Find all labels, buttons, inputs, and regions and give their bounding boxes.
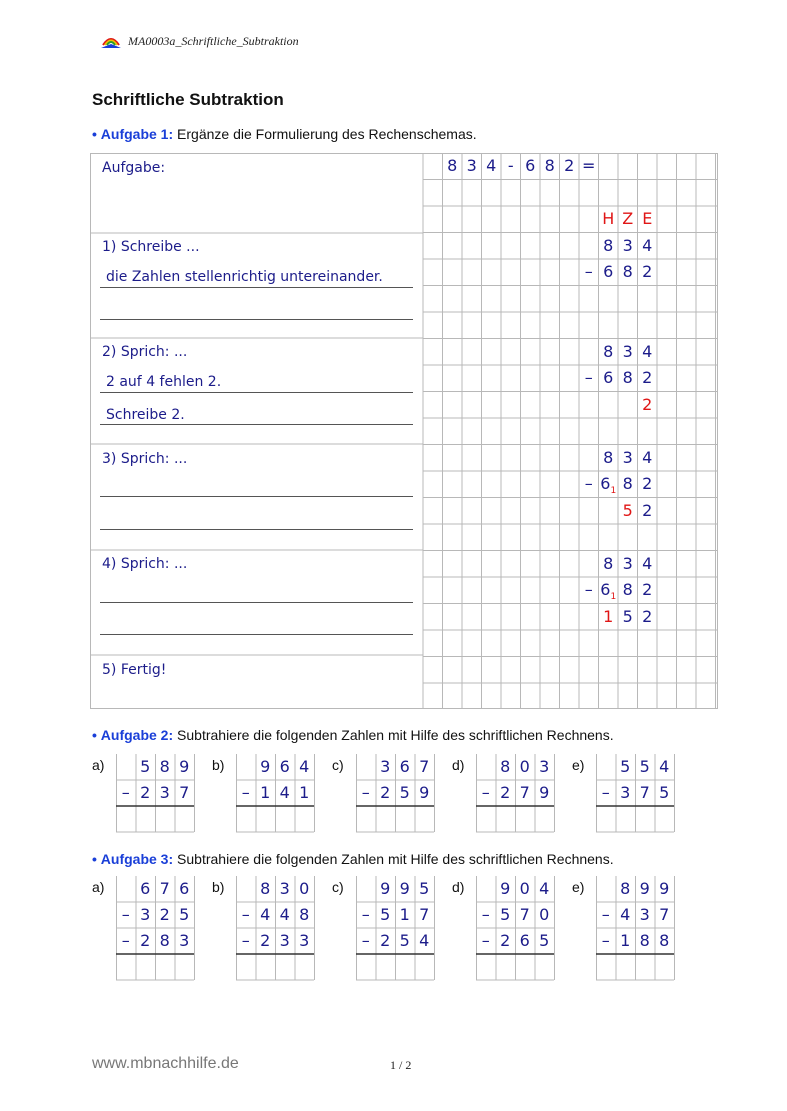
minus-sign: – xyxy=(361,931,370,950)
digit-cell: 0 xyxy=(519,757,530,776)
answer-cell[interactable] xyxy=(395,954,415,980)
subtrahend-digit: 8 xyxy=(622,474,633,493)
digit-cell: 7 xyxy=(419,757,430,776)
digit-cell: 6 xyxy=(279,757,290,776)
answer-cell[interactable] xyxy=(155,954,175,980)
digit-cell: 3 xyxy=(279,931,290,950)
result-digit: 2 xyxy=(642,394,653,414)
carry-digit: 1 xyxy=(610,486,617,496)
subtrahend-digit: 2 xyxy=(642,474,653,493)
answer-cell[interactable] xyxy=(616,954,636,980)
step5-heading: 5) Fertig! xyxy=(102,662,167,678)
minus-sign: – xyxy=(121,931,130,950)
minuend-digit: 3 xyxy=(622,235,633,255)
problem-label: c) xyxy=(332,757,344,773)
place-value-header: H xyxy=(602,209,615,228)
equation-symbol: 4 xyxy=(486,156,497,175)
digit-cell: 4 xyxy=(279,783,290,802)
subtrahend-digit: 8 xyxy=(622,262,633,281)
digit-cell: 5 xyxy=(399,783,410,802)
document-header xyxy=(100,34,299,49)
digit-cell: 5 xyxy=(639,757,650,776)
subtrahend-digit: $6_1$ xyxy=(600,474,617,496)
digit-cell: 6 xyxy=(519,931,530,950)
digit-cell: 2 xyxy=(140,783,151,802)
subtrahend-digit: 6 xyxy=(603,368,614,387)
digit-cell: 4 xyxy=(419,931,430,950)
digit-cell: 3 xyxy=(140,905,151,924)
digit-cell: 9 xyxy=(179,757,190,776)
digit-cell: 8 xyxy=(659,931,670,950)
digit-cell: 4 xyxy=(620,905,631,924)
subtrahend-digit: 6 xyxy=(603,262,614,281)
step2-answer-line2: Schreibe 2. xyxy=(106,407,185,423)
page-title: Schriftliche Subtraktion xyxy=(92,90,284,109)
digit-cell: 4 xyxy=(299,757,310,776)
step2-answer-line1: 2 auf 4 fehlen 2. xyxy=(106,374,222,390)
bullet: • xyxy=(92,727,97,743)
digit-cell: 5 xyxy=(140,757,151,776)
digit-cell: 7 xyxy=(659,905,670,924)
answer-cell[interactable] xyxy=(116,806,136,832)
bullet: • xyxy=(92,851,97,867)
digit-cell: 9 xyxy=(659,879,670,898)
minus-sign: – xyxy=(121,783,130,802)
result-digit: 2 xyxy=(642,500,653,520)
digit-cell: 9 xyxy=(419,783,430,802)
minus-sign: – xyxy=(584,368,593,387)
answer-cell[interactable] xyxy=(476,806,496,832)
minuend-digit: 3 xyxy=(622,553,633,573)
digit-cell: 9 xyxy=(639,879,650,898)
digit-cell: 9 xyxy=(399,879,410,898)
place-value-header: Z xyxy=(622,209,634,228)
task1-calculation-cells xyxy=(90,153,718,709)
digit-cell: 5 xyxy=(380,905,391,924)
answer-cell[interactable] xyxy=(275,954,295,980)
digit-cell: 9 xyxy=(380,879,391,898)
subtrahend-digit: 2 xyxy=(642,368,653,387)
digit-cell: 0 xyxy=(299,879,310,898)
answer-cell[interactable] xyxy=(136,806,156,832)
minus-sign: – xyxy=(481,783,490,802)
digit-cell: 7 xyxy=(639,783,650,802)
task-instruction: Subtrahiere die folgenden Zahlen mit Hilfe des schriftlichen Rechnens. xyxy=(177,851,614,867)
subtrahend-digit: 8 xyxy=(622,368,633,387)
digit-cell: 5 xyxy=(539,931,550,950)
answer-cell[interactable] xyxy=(236,806,256,832)
digit-cell: 2 xyxy=(380,931,391,950)
answer-cell[interactable] xyxy=(515,806,535,832)
digit-cell: 4 xyxy=(279,905,290,924)
digit-cell: 3 xyxy=(639,905,650,924)
digit-cell: 5 xyxy=(620,757,631,776)
step2-heading: 2) Sprich: ... xyxy=(102,344,188,360)
minus-sign: – xyxy=(584,580,593,599)
task2-problems xyxy=(92,754,702,834)
minus-sign: – xyxy=(241,931,250,950)
answer-cell[interactable] xyxy=(376,954,396,980)
answer-cell[interactable] xyxy=(535,806,555,832)
digit-cell: 1 xyxy=(399,905,410,924)
result-digit: 5 xyxy=(622,606,633,626)
digit-cell: 5 xyxy=(500,905,511,924)
digit-cell: 9 xyxy=(539,783,550,802)
result-digit: 1 xyxy=(603,606,614,626)
digit-cell: 2 xyxy=(159,905,170,924)
digit-cell: 8 xyxy=(639,931,650,950)
task-label: Aufgabe 3: xyxy=(100,851,174,867)
answer-cell[interactable] xyxy=(295,954,315,980)
problem-label: e) xyxy=(572,879,585,895)
footer-url: www.mbnachhilfe.de xyxy=(92,1055,239,1072)
digit-cell: 7 xyxy=(179,783,190,802)
answer-cell[interactable] xyxy=(236,954,256,980)
digit-cell: 8 xyxy=(620,879,631,898)
rainbow-book-icon xyxy=(100,35,122,49)
minuend-digit: 4 xyxy=(642,235,653,255)
digit-cell: 9 xyxy=(260,757,271,776)
task2-heading xyxy=(92,727,614,743)
digit-cell: 8 xyxy=(500,757,511,776)
minuend-digit: 4 xyxy=(642,553,653,573)
answer-cell[interactable] xyxy=(415,806,435,832)
document-id: MA0003a_Schriftliche_Subtraktion xyxy=(128,34,299,48)
digit-cell: 2 xyxy=(500,931,511,950)
digit-cell: 5 xyxy=(659,783,670,802)
answer-cell[interactable] xyxy=(655,954,675,980)
digit-cell: 3 xyxy=(279,879,290,898)
digit-cell: 7 xyxy=(159,879,170,898)
minuend-digit: 8 xyxy=(603,341,614,361)
answer-cell[interactable] xyxy=(295,806,315,832)
minus-sign: – xyxy=(584,262,593,281)
minus-sign: – xyxy=(361,905,370,924)
answer-cell[interactable] xyxy=(175,806,195,832)
task-instruction: Subtrahiere die folgenden Zahlen mit Hilfe des schriftlichen Rechnens. xyxy=(177,727,614,743)
answer-cell[interactable] xyxy=(256,806,276,832)
answer-cell[interactable] xyxy=(155,806,175,832)
task1-worksheet xyxy=(90,153,718,709)
answer-cell[interactable] xyxy=(116,954,136,980)
minus-sign: – xyxy=(481,931,490,950)
aufgabe-label: Aufgabe: xyxy=(102,160,166,176)
digit-cell: 8 xyxy=(260,879,271,898)
answer-cell[interactable] xyxy=(535,954,555,980)
answer-cell[interactable] xyxy=(596,806,616,832)
problem-label: a) xyxy=(92,757,105,773)
answer-cell[interactable] xyxy=(496,954,516,980)
equation-symbol: - xyxy=(507,156,514,175)
answer-cell[interactable] xyxy=(635,954,655,980)
digit-cell: 3 xyxy=(159,783,170,802)
problem-label: b) xyxy=(212,879,225,895)
answer-cell[interactable] xyxy=(515,954,535,980)
minuend-digit: 3 xyxy=(622,447,633,467)
digit-cell: 5 xyxy=(399,931,410,950)
step3-heading: 3) Sprich: ... xyxy=(102,451,188,467)
equation-symbol: 8 xyxy=(447,156,458,175)
subtrahend-digit: $6_1$ xyxy=(600,580,617,602)
digit-cell: 7 xyxy=(519,905,530,924)
answer-cell[interactable] xyxy=(635,806,655,832)
digit-cell: 2 xyxy=(260,931,271,950)
digit-cell: 3 xyxy=(179,931,190,950)
answer-cell[interactable] xyxy=(596,954,616,980)
minus-sign: – xyxy=(601,905,610,924)
minuend-digit: 4 xyxy=(642,341,653,361)
problem-label: b) xyxy=(212,757,225,773)
digit-cell: 7 xyxy=(519,783,530,802)
digit-cell: 6 xyxy=(140,879,151,898)
answer-cell[interactable] xyxy=(275,806,295,832)
digit-cell: 4 xyxy=(659,757,670,776)
digit-cell: 1 xyxy=(299,783,310,802)
digit-cell: 5 xyxy=(419,879,430,898)
digit-cell: 4 xyxy=(539,879,550,898)
minuend-digit: 8 xyxy=(603,447,614,467)
minus-sign: – xyxy=(241,905,250,924)
equation-symbol: = xyxy=(582,156,596,175)
digit-cell: 2 xyxy=(380,783,391,802)
answer-cell[interactable] xyxy=(415,954,435,980)
minuend-digit: 3 xyxy=(622,341,633,361)
equation-symbol: 3 xyxy=(466,156,477,175)
task-instruction: Ergänze die Formulierung des Rechenschemas. xyxy=(177,126,477,142)
task3-heading xyxy=(92,851,614,867)
digit-cell: 2 xyxy=(140,931,151,950)
task3-problems xyxy=(92,876,702,984)
digit-cell: 5 xyxy=(179,905,190,924)
digit-cell: 2 xyxy=(500,783,511,802)
task-label: Aufgabe 1: xyxy=(100,126,174,142)
result-digit: 5 xyxy=(622,500,633,520)
answer-cell[interactable] xyxy=(655,806,675,832)
digit-cell: 3 xyxy=(380,757,391,776)
answer-cell[interactable] xyxy=(476,954,496,980)
problem-label: d) xyxy=(452,879,465,895)
minus-sign: – xyxy=(361,783,370,802)
minus-sign: – xyxy=(481,905,490,924)
problem-label: a) xyxy=(92,879,105,895)
digit-cell: 3 xyxy=(299,931,310,950)
answer-cell[interactable] xyxy=(136,954,156,980)
bullet: • xyxy=(92,126,97,142)
minuend-digit: 4 xyxy=(642,447,653,467)
answer-cell[interactable] xyxy=(256,954,276,980)
digit-cell: 0 xyxy=(519,879,530,898)
answer-cell[interactable] xyxy=(616,806,636,832)
answer-cell[interactable] xyxy=(175,954,195,980)
minus-sign: – xyxy=(584,474,593,493)
digit-cell: 9 xyxy=(500,879,511,898)
digit-cell: 7 xyxy=(419,905,430,924)
digit-cell: 1 xyxy=(260,783,271,802)
digit-cell: 1 xyxy=(620,931,631,950)
digit-cell: 3 xyxy=(620,783,631,802)
subtrahend-digit: 2 xyxy=(642,262,653,281)
digit-cell: 3 xyxy=(539,757,550,776)
task1-heading xyxy=(92,126,477,142)
minuend-digit: 8 xyxy=(603,553,614,573)
digit-cell: 8 xyxy=(159,757,170,776)
minus-sign: – xyxy=(121,905,130,924)
equation-symbol: 2 xyxy=(564,156,575,175)
answer-cell[interactable] xyxy=(356,954,376,980)
subtrahend-digit: 2 xyxy=(642,580,653,599)
answer-cell[interactable] xyxy=(376,806,396,832)
answer-cell[interactable] xyxy=(356,806,376,832)
step1-heading: 1) Schreibe ... xyxy=(102,239,200,255)
minus-sign: – xyxy=(241,783,250,802)
equation-symbol: 8 xyxy=(544,156,555,175)
digit-cell: 6 xyxy=(179,879,190,898)
step1-answer-line1: die Zahlen stellenrichtig untereinander. xyxy=(106,269,383,285)
digit-cell: 0 xyxy=(539,905,550,924)
answer-cell[interactable] xyxy=(395,806,415,832)
step4-heading: 4) Sprich: ... xyxy=(102,556,188,572)
place-value-header: E xyxy=(642,209,653,228)
digit-cell: 4 xyxy=(260,905,271,924)
minuend-digit: 8 xyxy=(603,235,614,255)
minus-sign: – xyxy=(601,931,610,950)
subtrahend-digit: 8 xyxy=(622,580,633,599)
digit-cell: 8 xyxy=(159,931,170,950)
minus-sign: – xyxy=(601,783,610,802)
problem-label: e) xyxy=(572,757,585,773)
page-number: 1 / 2 xyxy=(390,1058,412,1072)
problem-label: d) xyxy=(452,757,465,773)
problem-label: c) xyxy=(332,879,344,895)
task-label: Aufgabe 2: xyxy=(100,727,174,743)
equation-symbol: 6 xyxy=(525,156,536,175)
carry-digit: 1 xyxy=(610,592,617,602)
digit-cell: 8 xyxy=(299,905,310,924)
digit-cell: 6 xyxy=(399,757,410,776)
result-digit: 2 xyxy=(642,606,653,626)
answer-cell[interactable] xyxy=(496,806,516,832)
